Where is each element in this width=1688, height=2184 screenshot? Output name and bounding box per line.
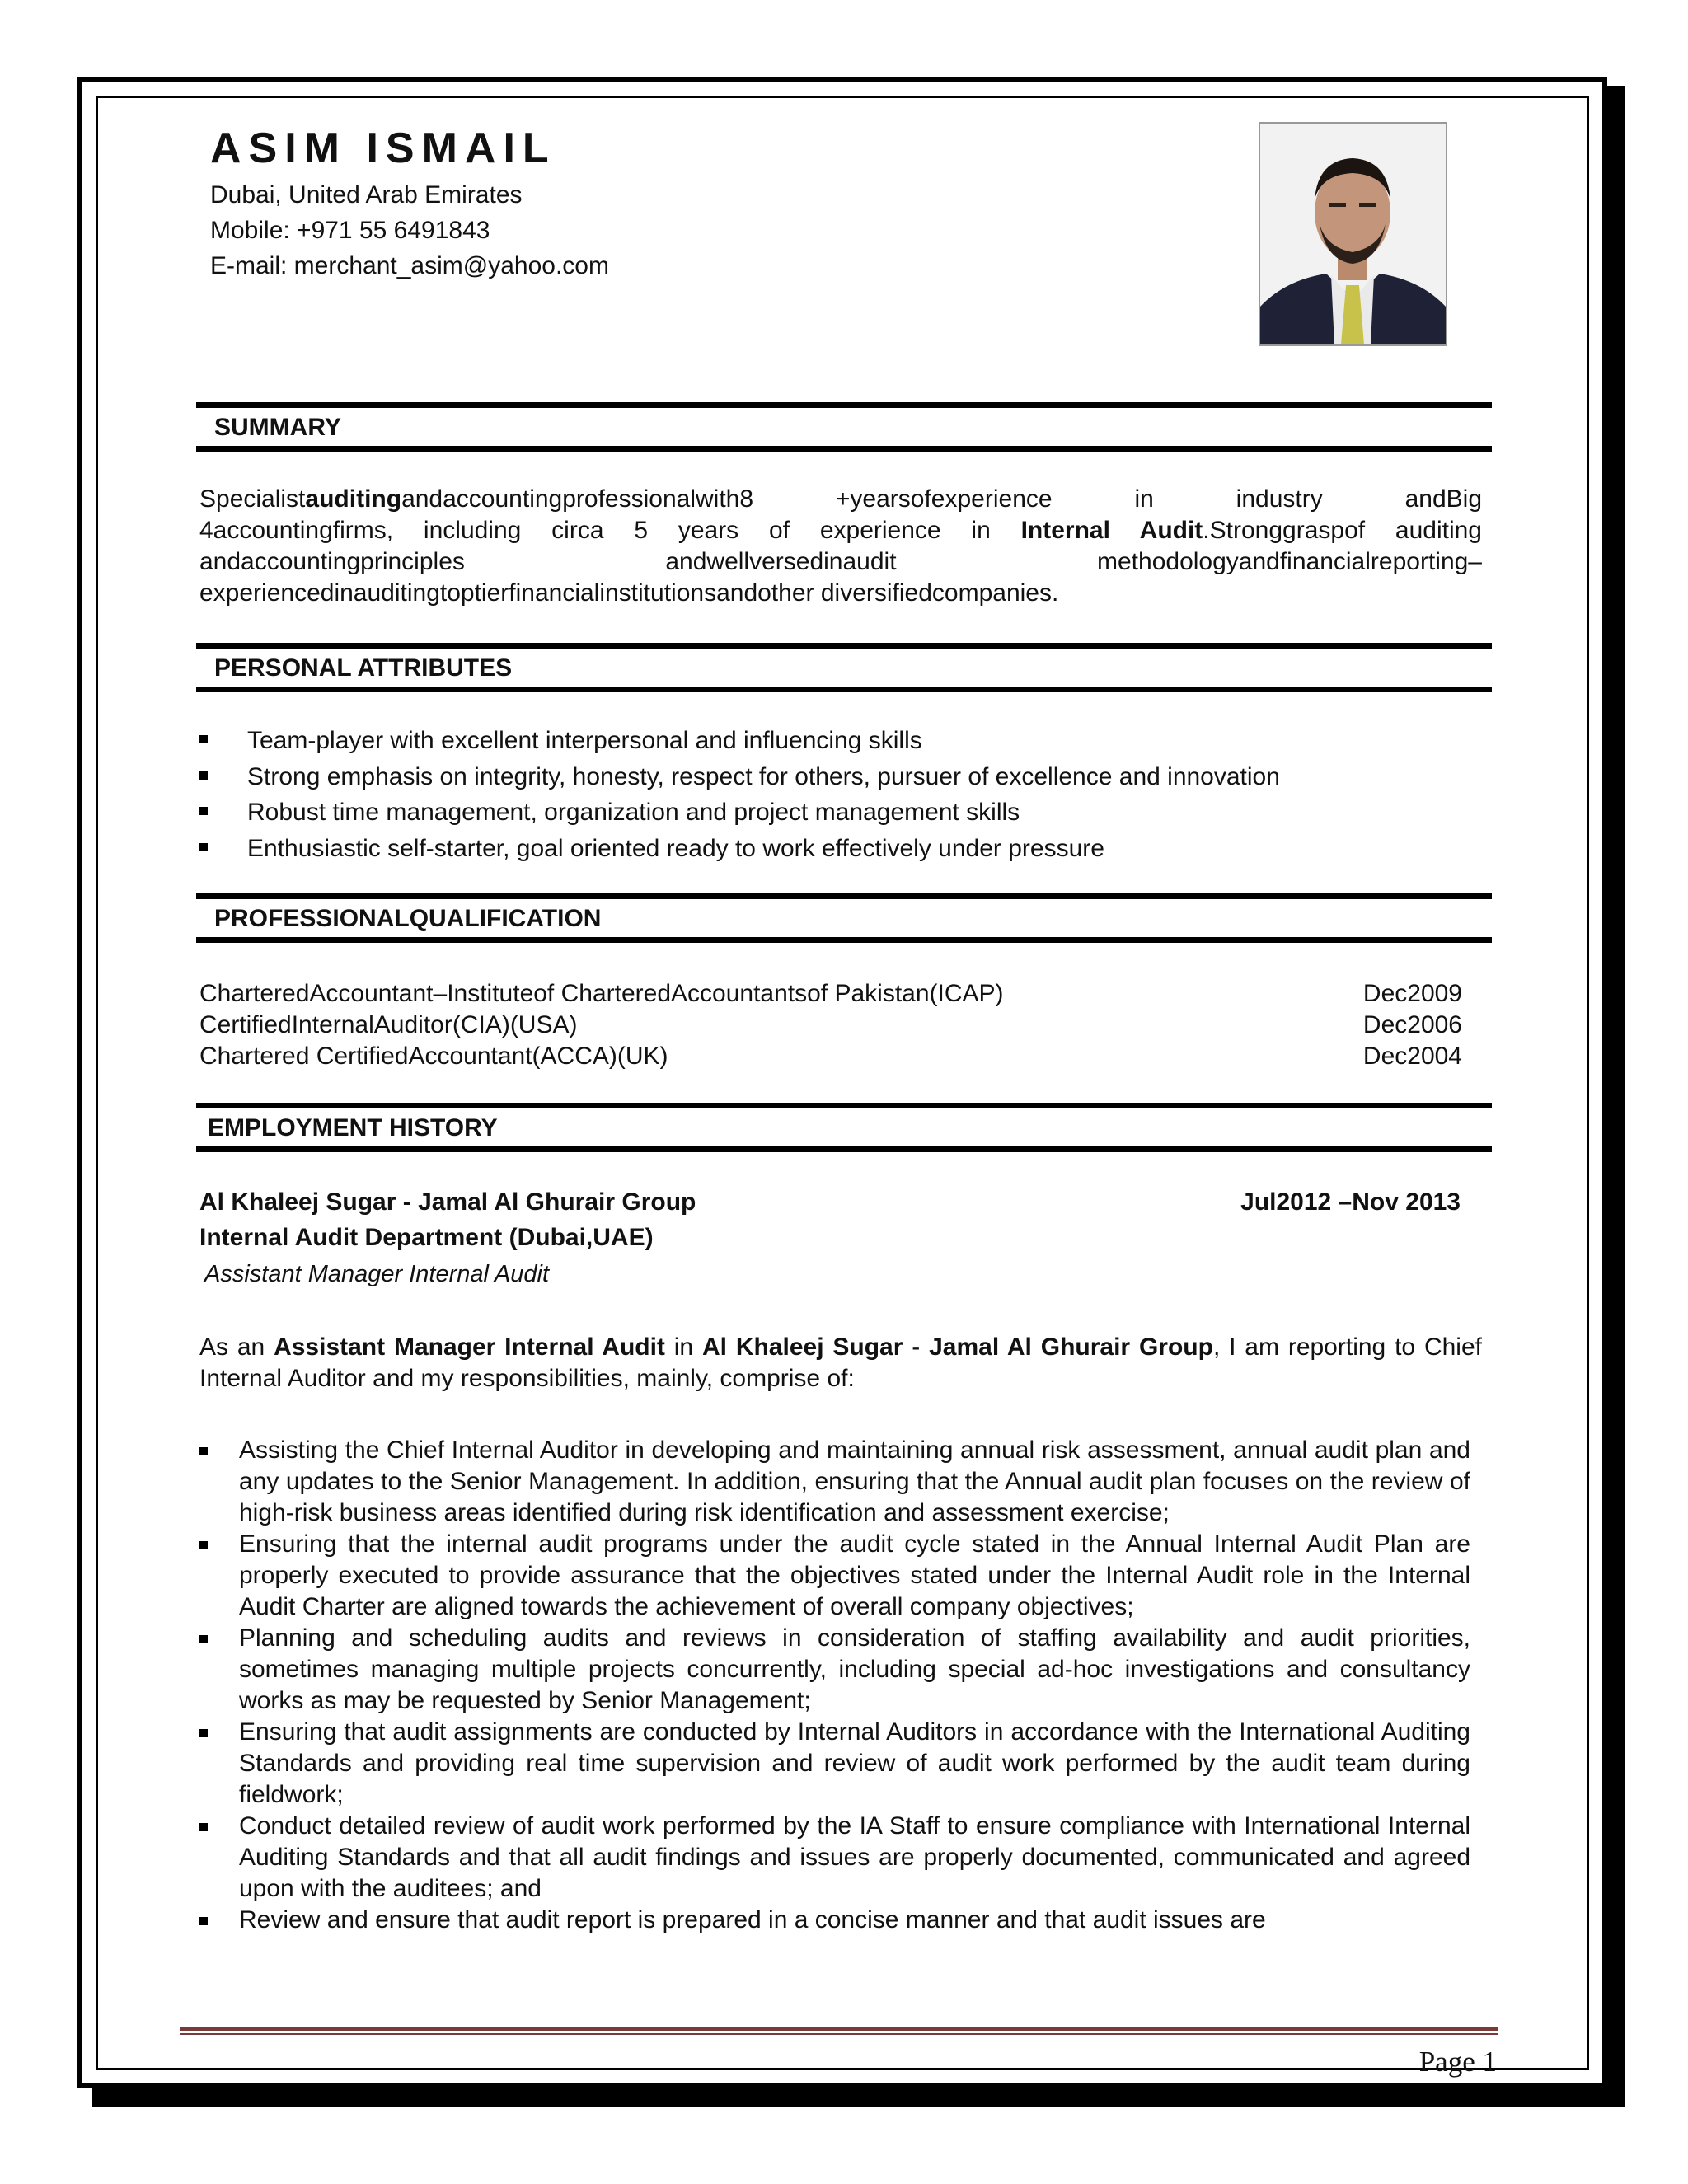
attributes-list (199, 723, 1485, 866)
square-bullet-icon (199, 771, 208, 780)
square-bullet-icon (199, 1447, 208, 1455)
mobile: Mobile: +971 55 6491843 (210, 217, 490, 244)
summary-line-4: experiencedinauditingtoptierfinancialinstitutionsandother diversifiedcompanies. (199, 579, 1059, 607)
summary-paragraph (199, 484, 1482, 609)
intro-text: , I am reporting to Chief Internal Auditor and my responsibilities, mainly, comprise of: (199, 1333, 1482, 1392)
square-bullet-icon (199, 1823, 208, 1831)
intro-bold: Assistant Manager Internal Audit (274, 1333, 665, 1361)
square-bullet-icon (199, 807, 208, 815)
footer-rule-thin (180, 2033, 1498, 2035)
summary-text: Specialist (199, 485, 306, 513)
summary-line-1 (199, 484, 1482, 515)
list-item-text: Review and ensure that audit report is prepared in a concise manner and that audit issues are (239, 1906, 1266, 1933)
qualification-name: CharteredAccountant–Instituteof CharteredAccountantsof Pakistan(ICAP) (199, 980, 1004, 1007)
qualification-name: CertifiedInternalAuditor(CIA)(USA) (199, 1011, 578, 1038)
summary-bold: auditing (305, 485, 402, 513)
qualification-date: Dec2009 (1362, 980, 1462, 1007)
qualification-row (199, 980, 1462, 1008)
job-title: Assistant Manager Internal Audit (204, 1261, 550, 1287)
department: Internal Audit Department (Dubai,UAE) (199, 1224, 654, 1251)
qualification-name: Chartered CertifiedAccountant(ACCA)(UK) (199, 1043, 668, 1070)
summary-line-3: andaccountingprinciples andwellversedinaudit methodologyandfinancialreporting– (199, 548, 1482, 575)
list-item (199, 759, 1485, 795)
intro-bold: Al Khaleej Sugar (701, 1333, 903, 1361)
list-item-text: Ensuring that audit assignments are conducted by Internal Auditors in accordance with the International Auditing Standards and providing real time supervision and review of audit work performed by the audit team during fieldwork; (239, 1718, 1470, 1808)
candidate-name: ASIM ISMAIL (210, 124, 556, 172)
qualification-row (199, 1043, 1462, 1071)
employment-period: Jul2012 –Nov 2013 (1240, 1188, 1461, 1216)
list-item (199, 831, 1485, 867)
summary-line-2 (199, 515, 1482, 546)
qualification-date: Dec2006 (1362, 1011, 1462, 1038)
list-item (199, 794, 1485, 831)
intro-text: in (664, 1333, 702, 1361)
list-item-text: Robust time management, organization and project management skills (247, 799, 1020, 826)
list-item-text: Ensuring that the internal audit programs under the audit cycle stated in the Annual Internal Audit Plan are properly executed to provide assurance that the objectives stated under the Internal Audit role in the Internal Audit Charter are aligned towards the achievement of overall company objectives; (239, 1530, 1470, 1620)
location: Dubai, United Arab Emirates (210, 181, 523, 209)
summary-heading: SUMMARY (214, 414, 341, 441)
qualification-date: Dec2004 (1362, 1043, 1462, 1070)
employment-intro (199, 1332, 1482, 1394)
list-item-text: Team-player with excellent interpersonal and influencing skills (247, 727, 922, 754)
qualification-heading: PROFESSIONALQUALIFICATION (214, 905, 602, 932)
list-item (199, 1435, 1470, 1529)
list-item-text: Conduct detailed review of audit work performed by the IA Staff to ensure compliance with International Internal Auditing Standards and that all audit findings and issues are properly documented, communicated and agreed upon with the auditees; and (239, 1812, 1470, 1902)
summary-text: 4accountingfirms, including circa 5 years of experience in (199, 517, 991, 544)
employment-heading-bar (196, 1103, 1492, 1152)
summary-text: andaccountingprofessionalwith8 +yearsofexperience in industry andBig (401, 485, 1482, 513)
responsibilities-list (199, 1435, 1470, 1936)
list-item (199, 723, 1485, 759)
square-bullet-icon (199, 1917, 208, 1925)
list-item (199, 1717, 1470, 1811)
square-bullet-icon (199, 1541, 208, 1549)
employment-heading: EMPLOYMENT HISTORY (208, 1114, 498, 1141)
profile-photo (1259, 122, 1447, 346)
list-item-text: Planning and scheduling audits and reviews in consideration of staffing availability and audit priorities, sometimes managing multiple projects concurrently, including special ad-hoc investigations and consultancy works as may be requested by Senior Management; (239, 1624, 1470, 1714)
attributes-heading-bar (196, 643, 1492, 692)
square-bullet-icon (199, 843, 208, 851)
page-number: Page 1 (1418, 2046, 1497, 2078)
qualification-row (199, 1011, 1462, 1039)
qualification-heading-bar (196, 893, 1492, 943)
square-bullet-icon (199, 1729, 208, 1737)
list-item (199, 1905, 1470, 1936)
intro-bold: Jamal Al Ghurair Group (929, 1333, 1213, 1361)
email: E-mail: merchant_asim@yahoo.com (210, 252, 609, 279)
employer-name: Al Khaleej Sugar - Jamal Al Ghurair Group (199, 1188, 696, 1216)
list-item (199, 1529, 1470, 1623)
square-bullet-icon (199, 735, 208, 743)
attributes-heading: PERSONAL ATTRIBUTES (214, 654, 513, 682)
footer-rule (180, 2027, 1498, 2031)
square-bullet-icon (199, 1635, 208, 1643)
intro-text: - (903, 1333, 930, 1361)
summary-heading-bar (196, 402, 1492, 452)
list-item-text: Strong emphasis on integrity, honesty, respect for others, pursuer of excellence and innovation (247, 762, 1280, 790)
intro-text: As an (199, 1333, 274, 1361)
summary-text: .Stronggraspof auditing (1203, 517, 1482, 544)
list-item (199, 1811, 1470, 1905)
list-item-text: Enthusiastic self-starter, goal oriented ready to work effectively under pressure (247, 834, 1104, 862)
summary-bold: Internal Audit (1020, 517, 1203, 544)
list-item (199, 1623, 1470, 1717)
list-item-text: Assisting the Chief Internal Auditor in developing and maintaining annual risk assessment, annual audit plan and any updates to the Senior Management. In addition, ensuring that the Annual audit plan focuses on the review of high-risk business areas identified during risk identification and assessment exercise; (239, 1436, 1470, 1526)
